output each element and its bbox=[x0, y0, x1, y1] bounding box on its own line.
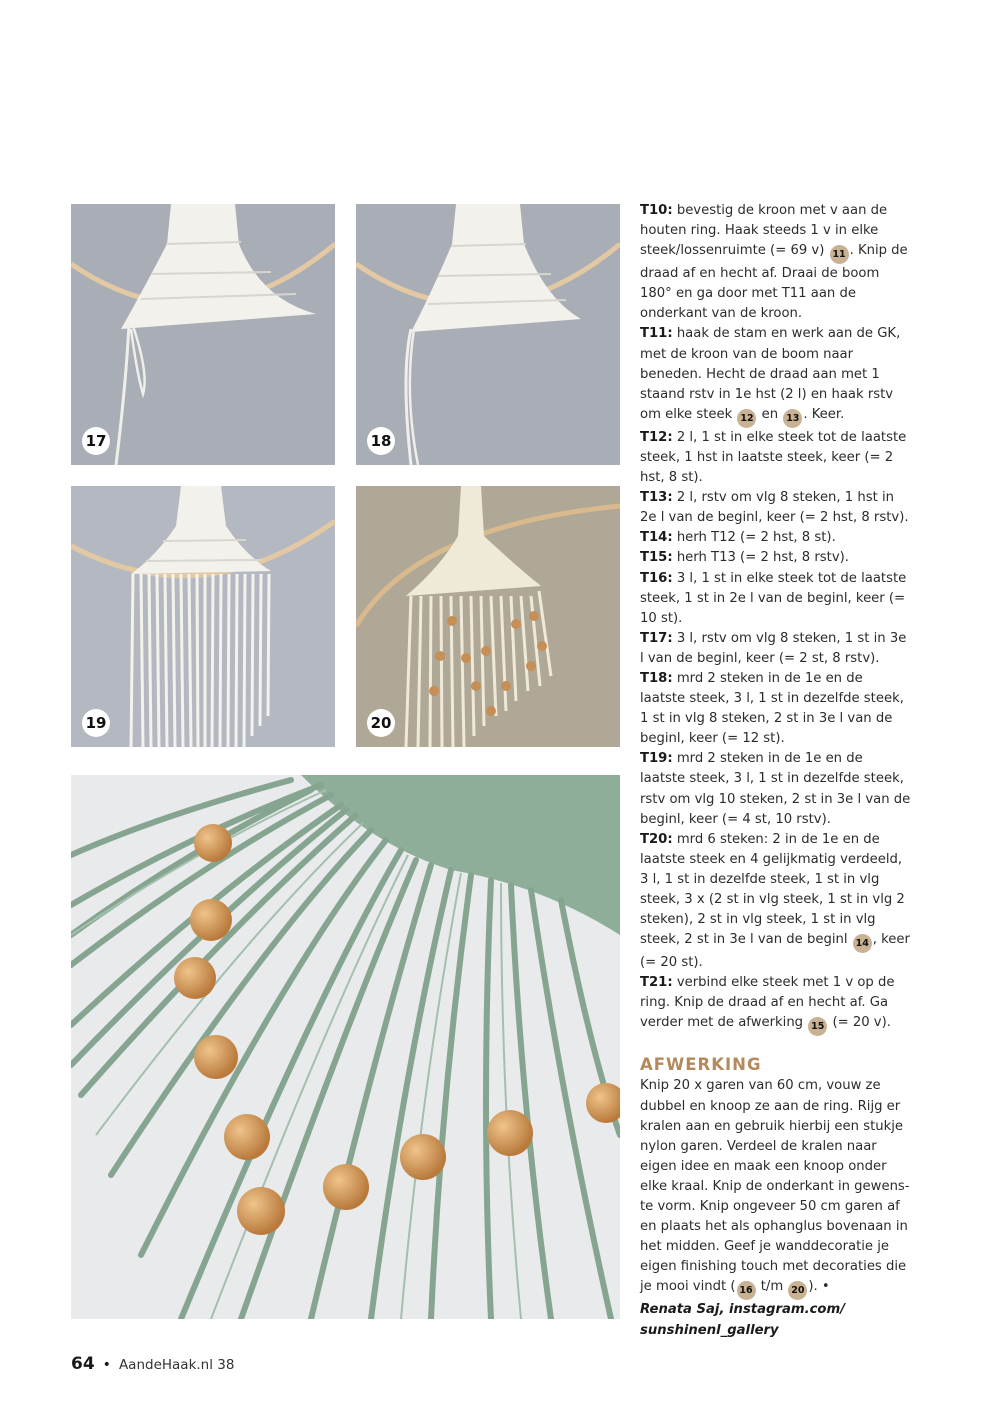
photo-17-image bbox=[71, 204, 335, 465]
row-label: T18: bbox=[640, 670, 673, 686]
row-text-mid: en bbox=[757, 406, 783, 422]
photo-20-image bbox=[356, 486, 620, 747]
step-number-badge: 12 bbox=[737, 409, 756, 428]
instruction-t18 bbox=[640, 669, 912, 749]
row-text: mrd 2 steken in de 1e en de laatste steek, 3 l, 1 st in dezelfde steek, rstv om vlg 10 steken, 2 st in 3e l van de beginl, keer (= 4 st, 10 rstv). bbox=[640, 751, 911, 827]
finishing-paragraph bbox=[640, 1076, 912, 1300]
row-text: 3 l, 1 st in elke steek tot de laatste steek, 1 st in 2e l van de beginl, keer (= 10 st). bbox=[640, 570, 907, 626]
photo-19 bbox=[71, 486, 335, 747]
instruction-t17 bbox=[640, 629, 912, 669]
step-number-badge: 15 bbox=[808, 1017, 827, 1036]
photo-20 bbox=[356, 486, 620, 747]
step-number-badge: 16 bbox=[737, 1281, 756, 1300]
photo-number-badge: 17 bbox=[82, 427, 110, 455]
row-text-after: , keer (= 20 st). bbox=[640, 932, 910, 971]
row-label: T17: bbox=[640, 630, 673, 646]
finishing-between: t/m bbox=[756, 1279, 788, 1295]
photo-number-badge: 18 bbox=[367, 427, 395, 455]
row-text-after: (= 20 v). bbox=[828, 1015, 891, 1031]
page-footer bbox=[71, 1354, 234, 1378]
instruction-t13 bbox=[640, 488, 912, 528]
photo-sage-fringe-beads bbox=[71, 775, 620, 1319]
instruction-t19 bbox=[640, 749, 912, 829]
footer-separator: • bbox=[102, 1357, 111, 1373]
row-label: T19: bbox=[640, 751, 673, 767]
photo-17 bbox=[71, 204, 335, 465]
instruction-t12 bbox=[640, 428, 912, 488]
photo-number-badge: 19 bbox=[82, 709, 110, 737]
photo-number-badge: 20 bbox=[367, 709, 395, 737]
row-text: mrd 2 steken in de 1e en de laatste steek, 3 l, 1 st in dezelfde steek, 1 st in vlg 8 steken, 2 st in 3e l van de beginl, keer (= 12 st). bbox=[640, 670, 904, 747]
step-number-badge: 11 bbox=[830, 245, 849, 264]
instruction-t16 bbox=[640, 569, 912, 629]
row-label: T16: bbox=[640, 570, 673, 586]
row-text: verbind elke steek met 1 v op de ring. Knip de draad af en hecht af. Ga verder met de afwerking bbox=[640, 975, 895, 1031]
finishing-end: ). • bbox=[808, 1279, 830, 1295]
row-label: T20: bbox=[640, 831, 673, 847]
row-text: herh T12 (= 2 hst, 8 st). bbox=[672, 530, 836, 546]
author-credit: Renata Saj, instagram.com/ sunshinenl_gallery bbox=[640, 1302, 846, 1338]
row-label: T13: bbox=[640, 490, 673, 506]
magazine-name: AandeHaak.nl 38 bbox=[118, 1357, 235, 1373]
row-label: T12: bbox=[640, 429, 673, 445]
photo-18-image bbox=[356, 204, 620, 465]
instructions-column bbox=[640, 201, 912, 1341]
row-text-after: . Knip de draad af en hecht af. Draai de boom 180° en ga door met T11 aan de onderkant van de kroon. bbox=[640, 243, 908, 322]
instruction-t11 bbox=[640, 324, 912, 427]
instruction-t20 bbox=[640, 830, 912, 974]
step-number-badge: 14 bbox=[853, 934, 872, 953]
row-text: bevestig de kroon met v aan de houten ring. Haak steeds 1 v in elke steek/lossenruimte (= 69 v) bbox=[640, 203, 888, 259]
section-title-afwerking: AFWERKING bbox=[640, 1055, 762, 1075]
row-label: T14: bbox=[640, 530, 673, 546]
photo-19-image bbox=[71, 486, 335, 747]
photo-sage-fringe-beads-image bbox=[71, 775, 620, 1319]
row-text: 3 l, rstv om vlg 8 steken, 1 st in 3e l van de beginl, keer (= 2 st, 8 rstv). bbox=[640, 630, 907, 666]
row-label: T21: bbox=[640, 975, 673, 991]
finishing-text: Knip 20 x garen van 60 cm, vouw ze dubbel en knoop ze aan de ring. Rijg er kralen aan en gebruik hierbij een stukje nylon garen. Verdeel de kralen naar eigen idee en maak een knoop onder elke kraal. Knip de onderkant in gewenste vorm. Knip ongeveer 50 cm garen af en plaats het als ophanglus bovenaan in het midden. Geef je wanddecoratie je eigen finishing touch met decoraties die je mooi vindt ( bbox=[640, 1078, 910, 1295]
row-label: T10: bbox=[640, 203, 673, 218]
photo-18 bbox=[356, 204, 620, 465]
instruction-t10 bbox=[640, 201, 912, 324]
row-label: T15: bbox=[640, 550, 673, 566]
row-text: 2 l, 1 st in elke steek tot de laatste steek, 1 hst in laatste steek, keer (= 2 hst, 8 st). bbox=[640, 429, 907, 486]
row-label: T11: bbox=[640, 326, 673, 342]
row-text: mrd 6 steken: 2 in de 1e en de laatste steek en 4 gelijkmatig verdeeld, 3 l, 1 st in dezelfde steek, 1 st in vlg steek, 3 x (2 st in vlg steek, 1 st in vlg 2 steken), 2 st in vlg steek, 1 st in vlg steek, 2 st in 3e l van de beginl bbox=[640, 831, 905, 948]
row-text-after: . Keer. bbox=[803, 406, 845, 422]
step-number-badge: 20 bbox=[788, 1281, 807, 1300]
step-number-badge: 13 bbox=[783, 409, 802, 428]
row-text: herh T13 (= 2 hst, 8 rstv). bbox=[672, 550, 849, 566]
instruction-t21 bbox=[640, 973, 912, 1036]
row-text: haak de stam en werk aan de GK, met de kroon van de boom naar beneden. Hecht de draad aan met 1 staand rstv in 1e hst (2 l) en haak rstv om elke steek bbox=[640, 326, 901, 422]
instruction-t15 bbox=[640, 548, 912, 568]
page-number: 64 bbox=[71, 1354, 95, 1374]
instruction-t14 bbox=[640, 528, 912, 548]
row-text: 2 l, rstv om vlg 8 steken, 1 hst in 2e l van de beginl, keer (= 2 hst, 8 rstv). bbox=[640, 490, 909, 526]
